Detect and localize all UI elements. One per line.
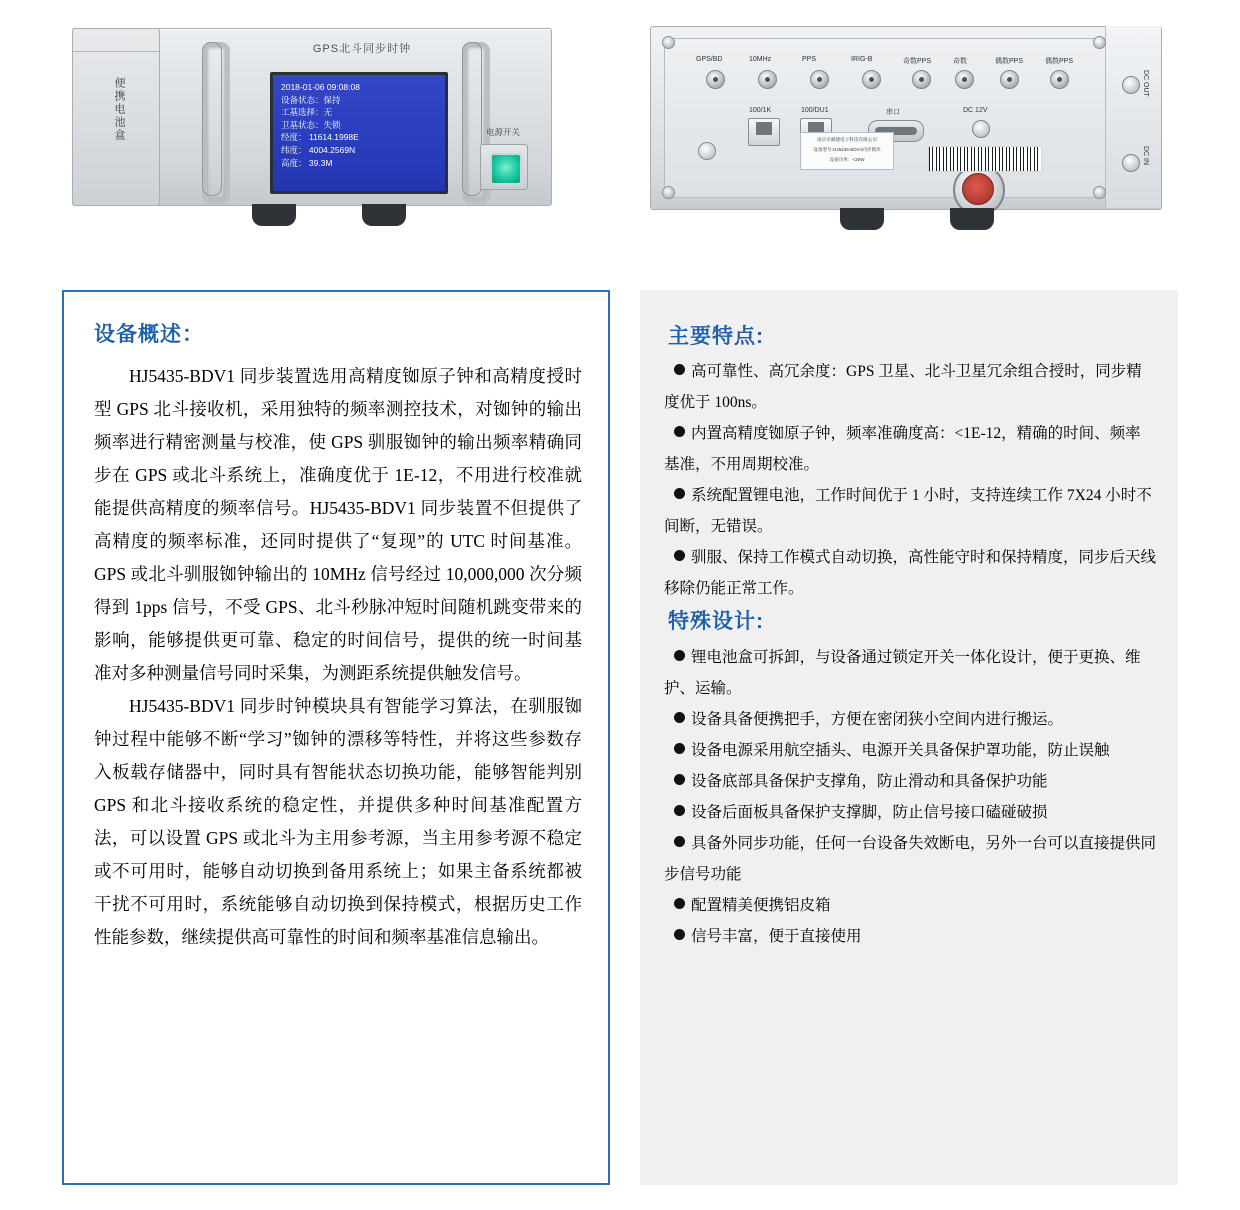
lcd-line-altitude: 高度： 39.3M [281,157,333,168]
port-label-even-pps2: 偶数PPS [1045,58,1074,65]
special-text-2: 设备具备便携把手，方便在密闭狭小空间内进行搬运。 [691,711,1064,728]
rear-foot-right [950,208,994,230]
overview-body [94,360,582,954]
special-design-heading: 特殊设计: [668,610,764,633]
screw-bottom-left [662,186,675,199]
bullet-dot-icon [674,898,685,909]
list-item [664,735,1156,766]
port-label-100-du1: 100/DU1 [801,107,829,114]
list-item [664,828,1156,890]
power-button [490,153,522,185]
dc-in-connector [1122,154,1140,172]
port-label-gps-bd: GPS/BD [696,56,723,63]
battery-label: 便携电池盒 [113,77,125,142]
port-label-pps: PPS [802,56,817,63]
bnc-odd [955,70,974,89]
features-list [664,356,1156,604]
screw-top-right [1093,36,1106,49]
port-label-odd-pps: 奇数PPS [903,58,932,65]
special-text-6: 具备外同步功能，任何一台设备失效断电，另外一台可以直接提供同步信号功能 [664,835,1157,883]
battery-box [72,28,160,206]
bullet-dot-icon [674,805,685,816]
port-label-dc12v: DC 12V [963,107,988,114]
ac-power-connector-core [962,173,994,205]
front-view-photo [62,14,562,226]
rear-view-photo [650,14,1170,226]
side-label-dc-out: DC OUT [1142,70,1149,97]
feature-text-3: 系统配置锂电池，工作时间优于 1 小时，支持连续工作 7X24 小时不间断，无错误。 [664,487,1152,535]
lcd-screen [270,72,448,194]
special-text-1: 锂电池盒可拆卸，与设备通过锁定开关一体化设计，便于更换、维护、运输。 [664,649,1141,697]
list-item [664,797,1156,828]
bullet-dot-icon [674,929,685,940]
spec-label-line-2: 设备型号:HJ5435-BDV1同步模块 [813,147,881,152]
rear-side-panel [1105,26,1161,208]
port-label-serial: 串口 [886,109,900,116]
lcd-line-latitude: 纬度： 4004.2569N [281,144,356,155]
side-label-dc-in: DC IN [1142,146,1149,166]
lcd-line-longitude: 经度： 11614.1998E [281,132,359,143]
bnc-irig-b [862,70,881,89]
lcd-text-block [281,81,439,169]
rear-panel [664,38,1106,198]
bnc-10mhz [758,70,777,89]
bullet-dot-icon [674,364,685,375]
list-item [664,356,1156,418]
handle-left [202,42,230,204]
dc-out-connector [1122,76,1140,94]
special-text-4: 设备底部具备保护支撑角，防止滑动和具备保护功能 [691,773,1048,790]
bullet-dot-icon [674,650,685,661]
special-text-8: 信号丰富，便于直接使用 [691,928,862,945]
bnc-pps [810,70,829,89]
front-title-text: GPS北斗同步时钟 [312,43,412,55]
overview-panel [62,290,610,1185]
special-text-5: 设备后面板具备保护支撑脚，防止信号接口磕碰破损 [691,804,1048,821]
bullet-dot-icon [674,488,685,499]
features-heading: 主要特点: [668,325,764,348]
front-foot-left [252,204,296,226]
battery-seam [73,29,159,52]
power-switch-label: 电源开关 [485,127,520,137]
lcd-line-device-status: 设备状态：保持 [281,94,341,105]
product-photos [0,0,1240,262]
port-label-10mhz: 10MHz [749,56,772,63]
overview-heading: 设备概述： [94,323,204,346]
feature-text-2: 内置高精度铷原子钟，频率准确度高：<1E-12，精确的时间、频率基准，不用周期校准。 [664,425,1141,473]
rear-foot-left [840,208,884,230]
lcd-line-datetime: 2018-01-06 09:08:08 [281,82,360,92]
special-design-list [664,642,1156,952]
feature-text-1: 高可靠性、高冗余度：GPS 卫星、北斗卫星冗余组合授时，同步精度优于 100ns。 [664,363,1142,411]
bnc-even-pps-2 [1050,70,1069,89]
feature-text-4: 驯服、保持工作模式自动切换，高性能守时和保持精度，同步后天线移除仍能正常工作。 [664,549,1157,597]
port-label-odd: 奇数 [953,58,967,65]
front-foot-right [362,204,406,226]
list-item [664,418,1156,480]
spec-label-line-1: 南京市赫捷电子科技有限公司 [817,137,877,142]
spec-label-line-3: 设备功率：<20W [829,157,865,162]
port-label-irig-b: IRIG-B [851,56,873,63]
bnc-even-pps [1000,70,1019,89]
features-panel [640,290,1178,1185]
list-item [664,642,1156,704]
bnc-odd-pps [912,70,931,89]
bullet-dot-icon [674,712,685,723]
port-label-100-1k: 100/1K [749,107,772,114]
screw-top-left [662,36,675,49]
list-item [664,890,1156,921]
lcd-line-base-select: 工基选择：无 [281,107,333,118]
overview-paragraph-2: HJ5435-BDV1 同步时钟模块具有智能学习算法，在驯服铷钟过程中能够不断“学习”铷钟的漂移等特性，并将这些参数存入板载存储器中，同时具有智能状态切换功能，能够智能判别 GPS 和北斗接收系统的稳定性，并提供多种时间基准配置方法，可以设置 GPS 或北斗为主用参考源，当主用参考源不稳定或不可用时，能够自动切换到备用系统上；如果主备系统都被干扰不可用时，系统能够自动切换到保持模式，根据历史工作性能参数，继续提供高可靠性的时间和频率基准信息输出。 [94,696,582,947]
bullet-dot-icon [674,426,685,437]
list-item [664,766,1156,797]
ground-terminal [698,142,716,160]
overview-paragraph-1: HJ5435-BDV1 同步装置选用高精度铷原子钟和高精度授时型 GPS 北斗接收机，采用独特的频率测控技术，对铷钟的输出频率进行精密测量与校准，使 GPS 驯服铷钟的输出频率精确同步在 GPS 或北斗系统上，准确度优于 1E-12，不用进行校准就能提供高精度的频率信号。HJ5435-BDV1 同步装置不但提供了高精度的频率标准，还同时提供了“复现”的 UTC 时间基准。GPS 或北斗驯服铷钟输出的 10MHz 信号经过 10,000,000 次分频得到 1pps 信号，不受 GPS、北斗秒脉冲短时间随机跳变带来的影响，能够提供更可靠、稳定的时间信号，提供的统一时间基准对多种测量信号同时采集，为测距系统提供触发信号。 [94,366,582,683]
list-item [664,704,1156,735]
port-label-even-pps: 偶数PPS [995,58,1024,65]
barcode-sticker [928,146,1042,172]
special-text-7: 配置精美便携铝皮箱 [691,897,831,914]
spec-label-plate [800,132,894,170]
list-item [664,921,1156,952]
dc-12v-jack [972,120,990,138]
bullet-dot-icon [674,836,685,847]
bullet-dot-icon [674,774,685,785]
bnc-gps-bd [706,70,725,89]
list-item [664,480,1156,542]
special-text-3: 设备电源采用航空插头、电源开关具备保护罩功能，防止误触 [691,742,1110,759]
bullet-dot-icon [674,743,685,754]
ethernet-port-1 [748,118,780,146]
lcd-line-sat-status: 卫基状态：失锁 [281,119,341,130]
bullet-dot-icon [674,550,685,561]
power-switch-guard [480,144,528,190]
screw-bottom-right [1093,186,1106,199]
list-item [664,542,1156,604]
